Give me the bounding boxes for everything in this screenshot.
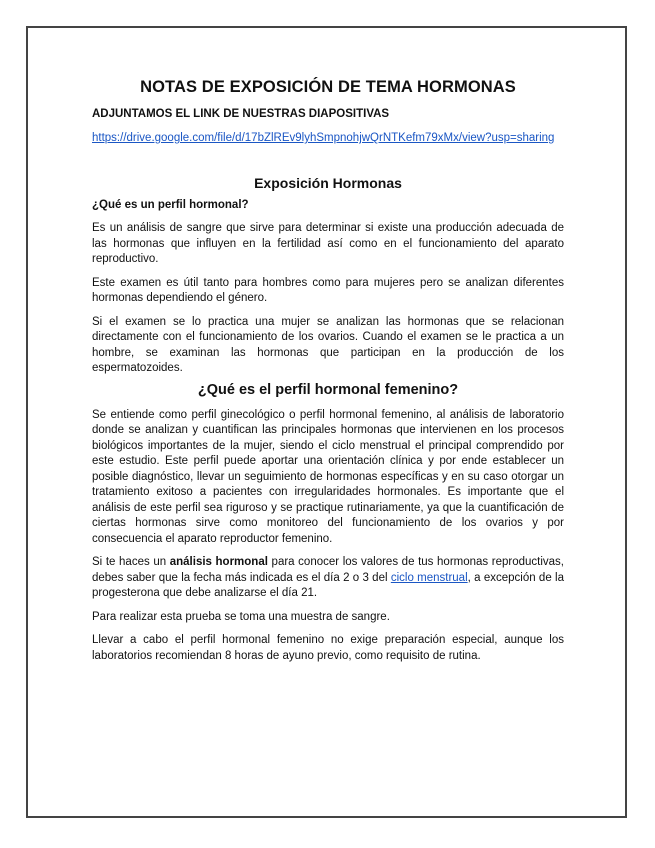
ciclo-menstrual-link[interactable]: ciclo menstrual	[390, 571, 468, 584]
paragraph-2: Este examen es útil tanto para hombres como para mujeres pero se analizan diferentes hormonas dependiendo el género.	[92, 276, 564, 304]
document-title: NOTAS DE EXPOSICIÓN DE TEMA HORMONAS	[140, 78, 516, 96]
paragraph-4: Se entiende como perfil ginecológico o perfil hormonal femenino, al análisis de laboratorio donde se analizan y cuantifican las principales hormonas que intervienen en los procesos biológicos importantes de la mujer, siendo el ciclo menstrual el principal comprendido por este estudio. Este perfil puede aportar una orientación clínica y por ende establecer un posible diagnóstico, llevar un seguimiento de hormonas específicas y en su caso otorgar un tratamiento exitoso a pacientes con irregularidades hormonales. Es importante que el análisis de este perfil sea riguroso y se practique rutinariamente, ya que la cuantificación de ciertas hormonas sirve como monitoreo del funcionamiento de los ovarios y por consecuencia el aparato reproductor femenino.	[92, 408, 564, 545]
document-page	[26, 26, 627, 818]
document-content	[92, 76, 564, 664]
paragraph-5	[92, 555, 564, 602]
p5-text-middle: para conocer los valores de tus hormonas reproductivas, debes saber que la fecha más indicada es el día 2 o 3 del	[92, 556, 565, 584]
paragraph-3: Si el examen se lo practica una mujer se analizan las hormonas que se relacionan directamente con el funcionamiento de los ovarios. Cuando el examen se le practica a un hombre, se examinan las hormonas que participan en la producción de los espermatozoides.	[92, 315, 564, 374]
slides-subtitle: ADJUNTAMOS EL LINK DE NUESTRAS DIAPOSITIVAS	[92, 108, 390, 120]
p5-text-after: , a excepción de la progesterona que debe analizarse el día 21.	[92, 571, 564, 599]
question-perfil-hormonal: ¿Qué es un perfil hormonal?	[92, 199, 249, 211]
p5-text-before: Si te haces un	[92, 556, 170, 568]
paragraph-7: Llevar a cabo el perfil hormonal femenino no exige preparación especial, aunque los laboratorios recomiendan 8 horas de ayuno previo, como requisito de rutina.	[92, 634, 564, 662]
paragraph-6: Para realizar esta prueba se toma una muestra de sangre.	[92, 610, 390, 623]
p5-bold-term: análisis hormonal	[169, 556, 268, 568]
paragraph-1: Es un análisis de sangre que sirve para determinar si existe una producción adecuada de las hormonas que influyen en la fertilidad así como en el funcionamiento del aparato reproductivo.	[92, 222, 564, 265]
question-perfil-femenino: ¿Qué es el perfil hormonal femenino?	[197, 381, 459, 398]
section-title: Exposición Hormonas	[254, 175, 402, 191]
slides-link-container	[92, 130, 564, 146]
slides-link[interactable]: https://drive.google.com/file/d/17bZlREv9lyhSmpnohjwQrNTKefm79xMx/view?usp=sharing	[92, 132, 555, 144]
